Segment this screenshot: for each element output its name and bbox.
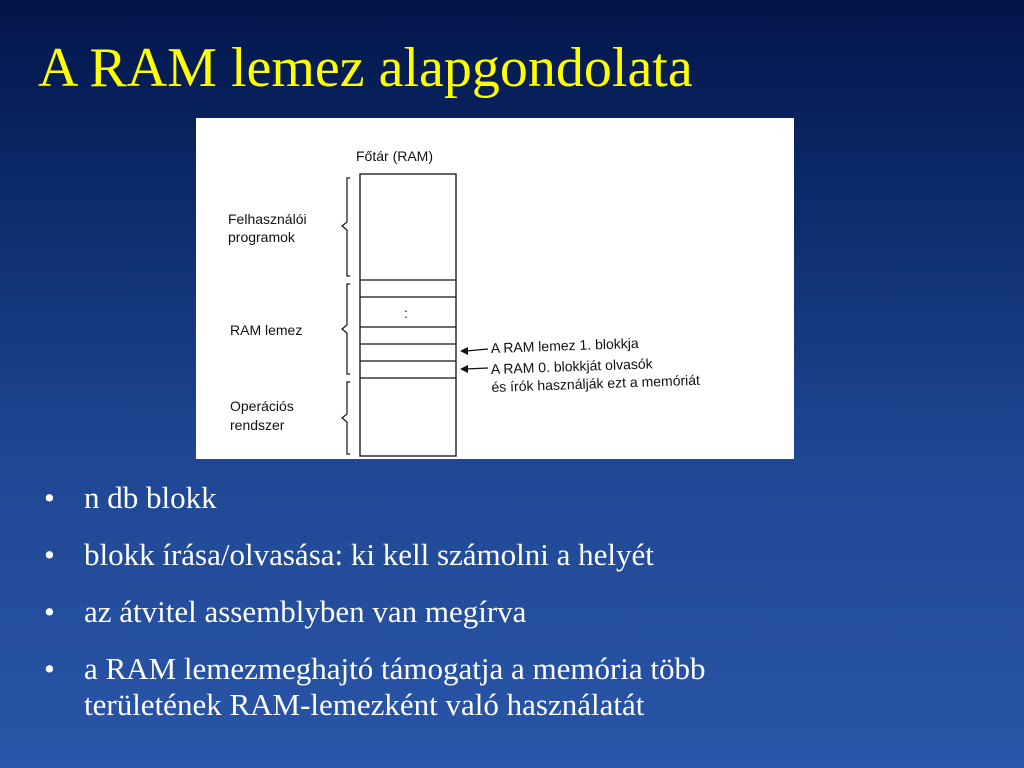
region-label-user-programs: Felhasználói programok xyxy=(228,211,307,245)
bullet-dot: • xyxy=(44,594,55,629)
bullet-item xyxy=(42,651,962,723)
memory-label: Főtár (RAM) xyxy=(356,148,433,164)
region-label-operating-system: Operációs rendszer xyxy=(230,398,294,433)
bullet-item xyxy=(42,480,962,516)
brace-ram-disk xyxy=(342,284,350,374)
bullet-text: n db blokk xyxy=(84,480,217,515)
slide-title: A RAM lemez alapgondolata xyxy=(38,37,693,99)
bullet-dot: • xyxy=(44,651,55,686)
annotation-block-0: A RAM 0. blokkját olvasók és írók használják ezt a memóriát xyxy=(490,355,701,395)
bullet-text-line: területének RAM-lemezként való használatát xyxy=(84,687,645,722)
bullet-item xyxy=(42,537,962,573)
ram-disk-diagram xyxy=(196,118,794,459)
region-label-ram-disk: RAM lemez xyxy=(230,322,303,338)
bullet-text-line: a RAM lemezmeghajtó támogatja a memória több xyxy=(84,651,706,686)
bullet-list xyxy=(42,480,962,744)
bullet-dot: • xyxy=(44,537,55,572)
brace-user-programs xyxy=(342,178,350,276)
memory-layout-svg xyxy=(196,118,794,459)
bullet-dot: • xyxy=(44,480,55,515)
bullet-text: blokk írása/olvasása: ki kell számolni a helyét xyxy=(84,537,654,572)
continuation-dots: : xyxy=(404,305,408,321)
annotation-block-1: A RAM lemez 1. blokkja xyxy=(490,334,639,356)
arrow-block-1 xyxy=(466,349,488,351)
brace-operating-system xyxy=(342,382,350,454)
arrow-head-block-0 xyxy=(460,365,468,373)
memory-column xyxy=(360,174,456,456)
bullet-item xyxy=(42,594,962,630)
bullet-text: az átvitel assemblyben van megírva xyxy=(84,594,527,629)
arrow-head-block-1 xyxy=(460,347,468,355)
arrow-block-0 xyxy=(466,368,488,369)
